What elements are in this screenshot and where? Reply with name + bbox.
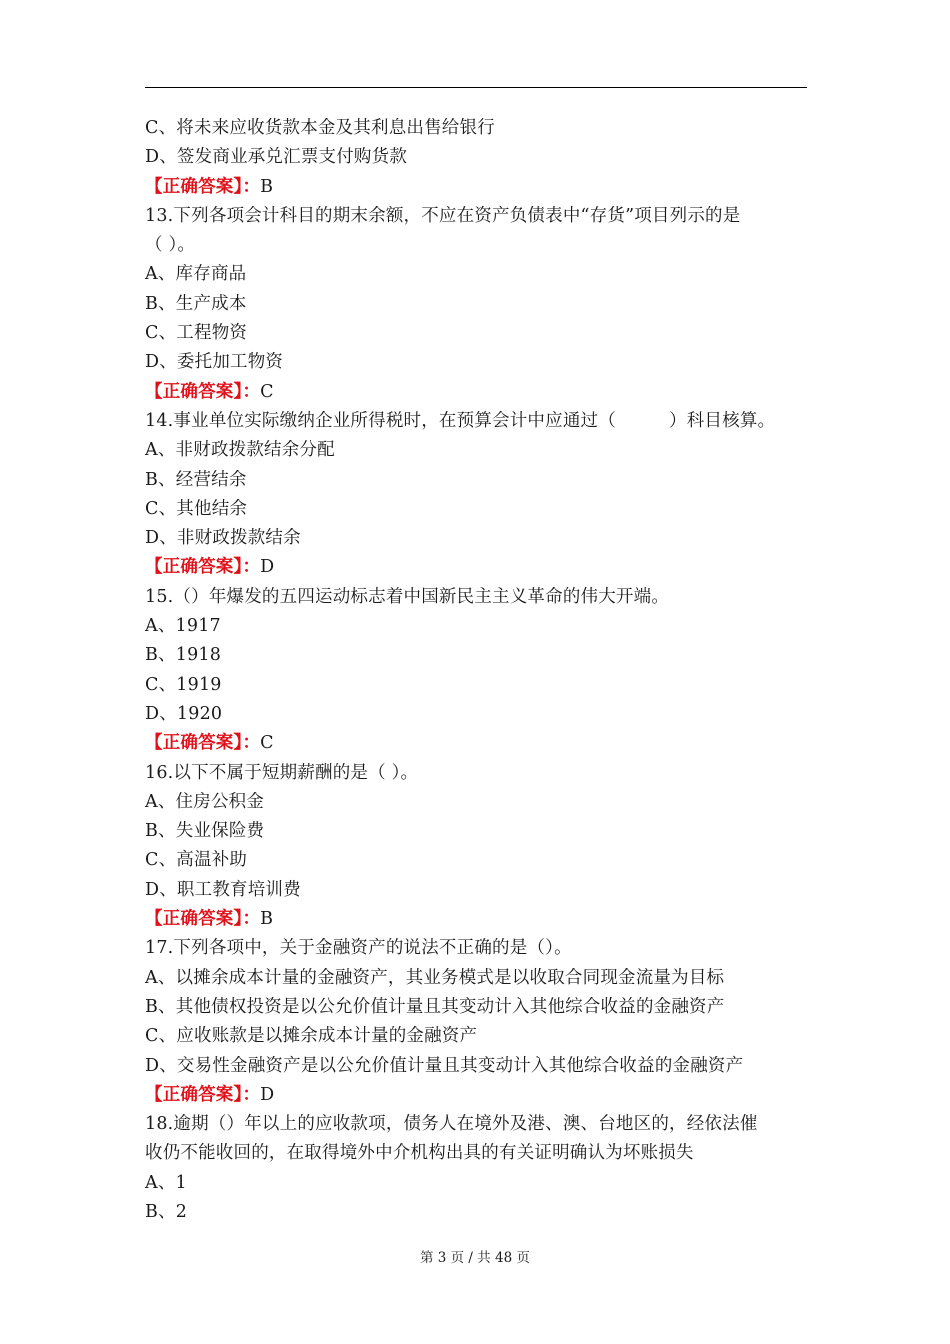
option-line: C、其他结余 bbox=[145, 498, 248, 519]
option-line: D、签发商业承兑汇票支付购货款 bbox=[145, 147, 408, 168]
answer-label: 【正确答案】： bbox=[145, 176, 261, 197]
question-line: 13.下列各项会计科目的期末余额，不应在资产负债表中“存货”项目列示的是 bbox=[145, 205, 741, 226]
header-rule bbox=[145, 87, 807, 88]
question-line: 收仍不能收回的，在取得境外中介机构出具的有关证明确认为坏账损失 bbox=[145, 1143, 694, 1164]
answer-label: 【正确答案】： bbox=[145, 733, 261, 754]
option-line: A、非财政拨款结余分配 bbox=[145, 440, 335, 461]
answer-value: B bbox=[260, 909, 274, 930]
answer-label: 【正确答案】： bbox=[145, 909, 261, 930]
page-footer: 第 3 页 / 共 48 页 bbox=[419, 1250, 531, 1266]
question-line: 14.事业单位实际缴纳企业所得税时，在预算会计中应通过（ ）科目核算。 bbox=[145, 410, 776, 431]
option-line: C、高温补助 bbox=[145, 850, 248, 871]
option-line: B、其他债权投资是以公允价值计量且其变动计入其他综合收益的金融资产 bbox=[145, 996, 725, 1017]
answer-value: C bbox=[260, 733, 274, 754]
option-line: A、库存商品 bbox=[145, 264, 247, 285]
answer-value: D bbox=[260, 1084, 275, 1105]
answer-label: 【正确答案】： bbox=[145, 557, 261, 578]
option-line: D、委托加工物资 bbox=[145, 352, 284, 373]
document-body bbox=[145, 114, 817, 1227]
option-line: B、1918 bbox=[145, 645, 222, 666]
answer-line bbox=[145, 1081, 817, 1110]
answer-value: B bbox=[260, 176, 274, 197]
option-line: D、交易性金融资产是以公允价值计量且其变动计入其他综合收益的金融资产 bbox=[145, 1055, 744, 1076]
answer-line bbox=[145, 378, 817, 407]
option-line: D、非财政拨款结余 bbox=[145, 528, 301, 549]
option-line: C、应收账款是以摊余成本计量的金融资产 bbox=[145, 1026, 478, 1047]
option-line: A、1917 bbox=[145, 616, 221, 637]
option-line: A、住房公积金 bbox=[145, 791, 265, 812]
option-line: A、以摊余成本计量的金融资产，其业务模式是以收取合同现金流量为目标 bbox=[145, 967, 725, 988]
answer-line bbox=[145, 905, 817, 934]
option-line: B、失业保险费 bbox=[145, 821, 265, 842]
option-line: D、1920 bbox=[145, 703, 223, 724]
answer-value: D bbox=[260, 557, 275, 578]
answer-line bbox=[145, 553, 817, 582]
option-line: B、生产成本 bbox=[145, 293, 247, 314]
option-line: A、1 bbox=[145, 1172, 187, 1193]
question-line: 17.下列各项中，关于金融资产的说法不正确的是（）。 bbox=[145, 938, 572, 959]
answer-value: C bbox=[260, 381, 274, 402]
answer-line bbox=[145, 173, 817, 202]
question-line: （ ）。 bbox=[145, 235, 196, 256]
answer-line bbox=[145, 729, 817, 758]
option-line: B、经营结余 bbox=[145, 469, 247, 490]
option-line: B、2 bbox=[145, 1201, 188, 1222]
question-line: 18.逾期（）年以上的应收款项，债务人在境外及港、澳、台地区的，经依法催 bbox=[145, 1114, 758, 1135]
answer-label: 【正确答案】： bbox=[145, 1084, 261, 1105]
option-line: C、1919 bbox=[145, 674, 222, 695]
answer-label: 【正确答案】： bbox=[145, 381, 261, 402]
option-line: C、将未来应收货款本金及其利息出售给银行 bbox=[145, 118, 495, 138]
question-line: 16.以下不属于短期薪酬的是（ ）。 bbox=[145, 762, 419, 783]
option-line: C、工程物资 bbox=[145, 323, 248, 344]
question-line: 15.（）年爆发的五四运动标志着中国新民主主义革命的伟大开端。 bbox=[145, 586, 670, 607]
option-line: D、职工教育培训费 bbox=[145, 879, 301, 900]
